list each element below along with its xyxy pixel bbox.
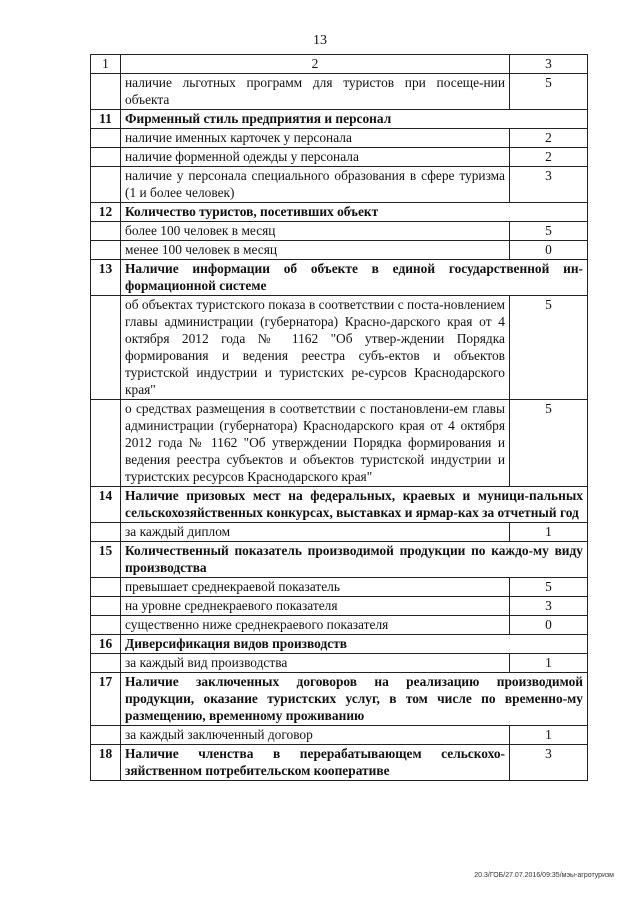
row-number: [91, 726, 121, 745]
row-number: [91, 400, 121, 487]
row-number: 14: [91, 487, 121, 523]
column-header-3: 3: [510, 55, 588, 74]
table-row: [91, 129, 588, 148]
row-score: 5: [510, 74, 588, 110]
row-text: наличие у персонала специального образования в сфере туризма (1 и более человек): [121, 167, 510, 203]
section-row: [91, 745, 588, 781]
row-text: превышает среднекраевой показатель: [121, 578, 510, 597]
section-title: Количество туристов, посетивших объект: [121, 203, 588, 222]
section-title: Фирменный стиль предприятия и персонал: [121, 110, 588, 129]
row-score: 2: [510, 129, 588, 148]
row-text: за каждый заключенный договор: [121, 726, 510, 745]
row-number: 11: [91, 110, 121, 129]
row-text: более 100 человек в месяц: [121, 222, 510, 241]
row-text: на уровне среднекраевого показателя: [121, 597, 510, 616]
row-text: за каждый вид производства: [121, 654, 510, 673]
section-row: [91, 110, 588, 129]
row-score: 1: [510, 726, 588, 745]
row-text: об объектах туристского показа в соответствии с поста-новлением главы администрации (губернатора) Красно-дарского края от 4 октября 2012 года № 1162 "Об утвер-ждении Порядка формирования и ведения реестра субъ-ектов и объектов туристской индустрии и туристских ре-сурсов Краснодарского края": [121, 296, 510, 400]
section-row: [91, 673, 588, 726]
row-score: 5: [510, 222, 588, 241]
section-row: [91, 542, 588, 578]
row-score: 3: [510, 167, 588, 203]
row-number: [91, 74, 121, 110]
row-number: [91, 597, 121, 616]
section-title: Количественный показатель производимой продукции по каждо-му виду производства: [121, 542, 588, 578]
row-number: [91, 654, 121, 673]
table-row: [91, 578, 588, 597]
row-score: 1: [510, 654, 588, 673]
section-title: Наличие заключенных договоров на реализацию производимой продукции, оказание туристских услуг, в том числе по временно-му размещению, временному проживанию: [121, 673, 588, 726]
row-number: [91, 296, 121, 400]
row-number: [91, 616, 121, 635]
row-score: 0: [510, 241, 588, 260]
row-number: [91, 129, 121, 148]
section-title: Наличие членства в перерабатывающем сельскохо-зяйственном потребительском кооперативе: [121, 745, 510, 781]
row-text: наличие именных карточек у персонала: [121, 129, 510, 148]
row-number: [91, 222, 121, 241]
section-title: Наличие призовых мест на федеральных, краевых и муници-пальных сельскохозяйственных конкурсах, выставках и ярмар-ках за отчетный год: [121, 487, 588, 523]
section-title: Наличие информации об объекте в единой государственной ин-формационной системе: [121, 260, 588, 296]
section-title: Диверсификация видов производств: [121, 635, 588, 654]
section-row: [91, 260, 588, 296]
table-row: [91, 222, 588, 241]
criteria-table: [90, 54, 588, 781]
table-header-row: [91, 55, 588, 74]
document-footer-code: 20.3/ГОБ/27.07.2016/09:35/мэы-агротуризм: [474, 872, 614, 879]
row-number: 16: [91, 635, 121, 654]
row-text: менее 100 человек в месяц: [121, 241, 510, 260]
row-score: 3: [510, 745, 588, 781]
row-number: [91, 523, 121, 542]
row-number: 12: [91, 203, 121, 222]
column-header-2: 2: [121, 55, 510, 74]
table-row: [91, 523, 588, 542]
section-row: [91, 203, 588, 222]
section-row: [91, 635, 588, 654]
column-header-1: 1: [91, 55, 121, 74]
table-row: [91, 400, 588, 487]
row-score: 5: [510, 400, 588, 487]
table-row: [91, 74, 588, 110]
row-text: наличие форменной одежды у персонала: [121, 148, 510, 167]
table-row: [91, 726, 588, 745]
page-number: 13: [313, 33, 327, 48]
table-row: [91, 597, 588, 616]
table-row: [91, 654, 588, 673]
row-score: 1: [510, 523, 588, 542]
row-text: за каждый диплом: [121, 523, 510, 542]
table-row: [91, 167, 588, 203]
row-score: 0: [510, 616, 588, 635]
row-score: 3: [510, 597, 588, 616]
table-row: [91, 241, 588, 260]
row-number: 17: [91, 673, 121, 726]
table-row: [91, 296, 588, 400]
row-number: [91, 167, 121, 203]
row-number: [91, 241, 121, 260]
table-row: [91, 148, 588, 167]
table-row: [91, 616, 588, 635]
row-text: существенно ниже среднекраевого показателя: [121, 616, 510, 635]
row-score: 2: [510, 148, 588, 167]
row-number: 18: [91, 745, 121, 781]
row-score: 5: [510, 296, 588, 400]
row-number: [91, 578, 121, 597]
row-text: о средствах размещения в соответствии с постановлени-ем главы администрации (губернатора) Краснодарского края от 4 октября 2012 года № 1162 "Об утверждении Порядка формирования и ведения реестра субъектов и объектов туристской индустрии и туристских ресурсов Краснодарского края": [121, 400, 510, 487]
row-number: 13: [91, 260, 121, 296]
section-row: [91, 487, 588, 523]
row-number: [91, 148, 121, 167]
row-score: 5: [510, 578, 588, 597]
row-text: наличие льготных программ для туристов при посеще-нии объекта: [121, 74, 510, 110]
row-number: 15: [91, 542, 121, 578]
